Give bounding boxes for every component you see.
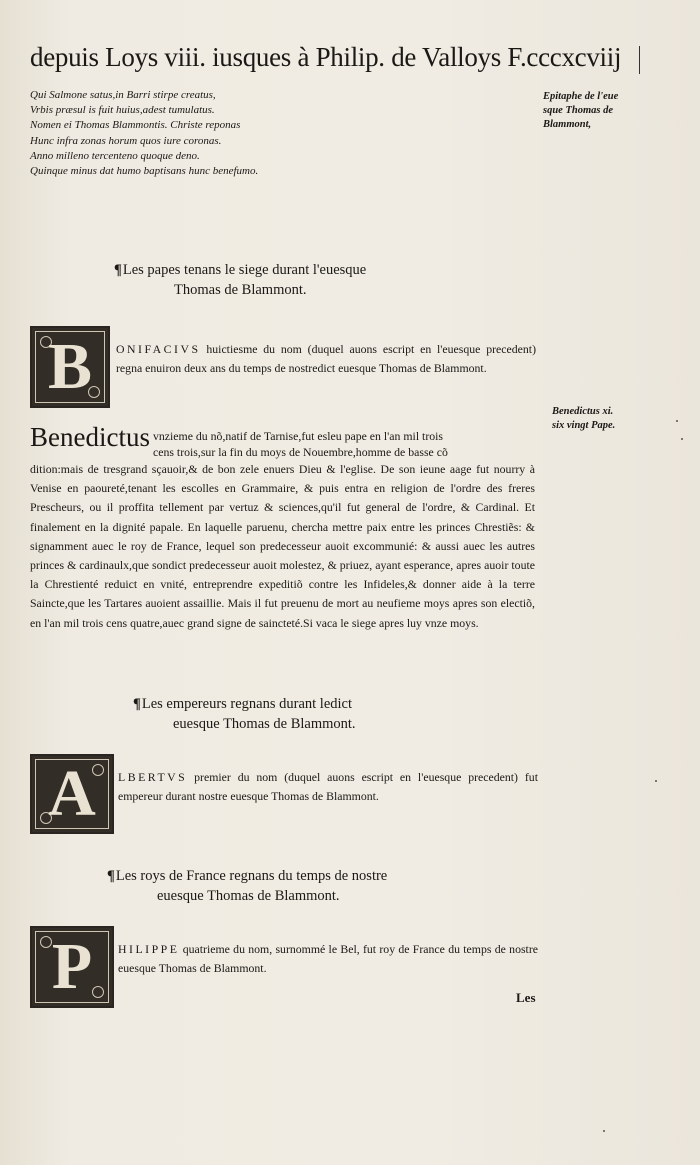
- margin-note-benedictus: [552, 405, 615, 433]
- pilcrow-icon: ¶: [107, 868, 115, 884]
- section-heading-kings: [107, 866, 387, 906]
- catchword: Les: [516, 990, 536, 1005]
- epitaph-line: Qui Salmone satus,in Barri stirpe creatus,: [30, 89, 216, 101]
- epitaph-line: Hunc infra zonas horum quos iure coronas.: [30, 134, 222, 147]
- initial-letter: P: [51, 930, 93, 1003]
- section-heading-popes: [114, 260, 366, 300]
- heading-line: euesque Thomas de Blammont.: [173, 716, 356, 732]
- margin-note-line: sque Thomas de: [543, 105, 614, 116]
- paragraph-albertus: [118, 768, 538, 806]
- initial-letter: A: [48, 757, 96, 830]
- running-title: [30, 42, 640, 73]
- margin-note-line: Benedictus xi.: [552, 406, 614, 417]
- paragraph-text: quatrieme du nom, surnommé le Bel, fut roy de France du temps de nostre euesque Thomas de Blammont.: [118, 942, 539, 975]
- paragraph-benedictus: dition:mais de tresgrand sçauoir,& de bon zele enuers Dieu & l'eglise. De son ieune aage fut nourry à Venise en paoureté,tenant les escolles en Grammaire, & puis entra en religion de l'ordre des freres Prescheurs, ou il proffita tellement par vertuz & sciences,qu'il fut general de l'ordre, & Cardinal. Et finalement en la dignité papale. En laquelle paruenu, chercha mettre paix entre les princes Chrestiẽs: & signamment auec le roy de France, lequel son predecesseur auoit excommunié: & aussi auec les autres princes & cardinaulx,que sondict predecesseur auoit molestez, & priuez, ayant esperance, apres auoir toute la Chrestienté reduict en vnité, entreprendre expeditiõ contre les Infideles,& donner aide à la terre Saincte,que les Tartares auoient assaillie. Mais il fut preuenu de mort au neufieme moys apres son electiõ, en l'an mil trois cens quatre,auec grand signe de saincteté.Si vaca le siege apres luy vnze moys.: [30, 462, 535, 630]
- lead-word: LBERTVS: [118, 770, 188, 784]
- paragraph-text: huictiesme du nom (duquel auons escript en l'euesque precedent) regna enuiron deux ans du temps de nostredict euesque Thomas de Blammont.: [116, 342, 536, 375]
- heading-line: Les roys de France regnans du temps de nostre: [115, 868, 388, 884]
- paper-speck: [676, 420, 678, 422]
- section-heading-emperors: [133, 694, 356, 734]
- paragraph-text: premier du nom (duquel auons escript en l'euesque precedent) fut empereur durant nostre euesque Thomas de Blammont.: [118, 770, 538, 803]
- margin-note-line: six vingt Pape.: [552, 420, 616, 431]
- benedictus-opening: [153, 428, 533, 460]
- lead-word-benedictus: Benedictus: [30, 422, 150, 452]
- heading-line: Les empereurs regnans durant ledict: [141, 696, 353, 712]
- epitaph-verse: [30, 88, 330, 179]
- epitaph-line: Vrbis præsul is fuit huius,adest tumulatus.: [30, 104, 215, 117]
- epitaph-line: Anno milleno tercenteno quoque deno.: [30, 149, 200, 162]
- decorated-initial-b: [30, 326, 110, 408]
- margin-note-epitaph: [543, 90, 618, 132]
- paper-speck: [681, 438, 683, 440]
- lead-word: ONIFACIVS: [116, 342, 201, 356]
- pilcrow-icon: ¶: [114, 262, 122, 278]
- pilcrow-icon: ¶: [133, 696, 141, 712]
- initial-letter: B: [47, 330, 93, 403]
- heading-line: euesque Thomas de Blammont.: [157, 888, 340, 904]
- rule-bar: [639, 46, 640, 74]
- decorated-initial-a: [30, 754, 114, 834]
- paper-speck: [655, 780, 657, 782]
- heading-line: Thomas de Blammont.: [174, 282, 307, 298]
- paragraph-boniface: [116, 340, 536, 378]
- margin-note-line: Blammont,: [543, 119, 592, 130]
- paragraph-philippe: [118, 940, 538, 978]
- margin-note-line: Epitaphe de l'eue: [543, 91, 619, 102]
- decorated-initial-p: [30, 926, 114, 1008]
- benedictus-line: vnzieme du nõ,natif de Tarnise,fut esleu pape en l'an mil trois: [153, 429, 444, 443]
- epitaph-line: Quinque minus dat humo baptisans hunc benefumo.: [30, 165, 259, 178]
- lead-word: HILIPPE: [118, 942, 180, 956]
- paper-speck: [603, 1130, 605, 1132]
- epitaph-line: Nomen ei Thomas Blammontis. Christe reponas: [30, 119, 241, 132]
- heading-line: Les papes tenans le siege durant l'euesque: [122, 262, 367, 278]
- benedictus-line: cens trois,sur la fin du moys de Nouembre,homme de basse cõ: [153, 445, 448, 459]
- running-title-text: depuis Loys viii. iusques à Philip. de Valloys F.cccxcviij: [30, 42, 622, 72]
